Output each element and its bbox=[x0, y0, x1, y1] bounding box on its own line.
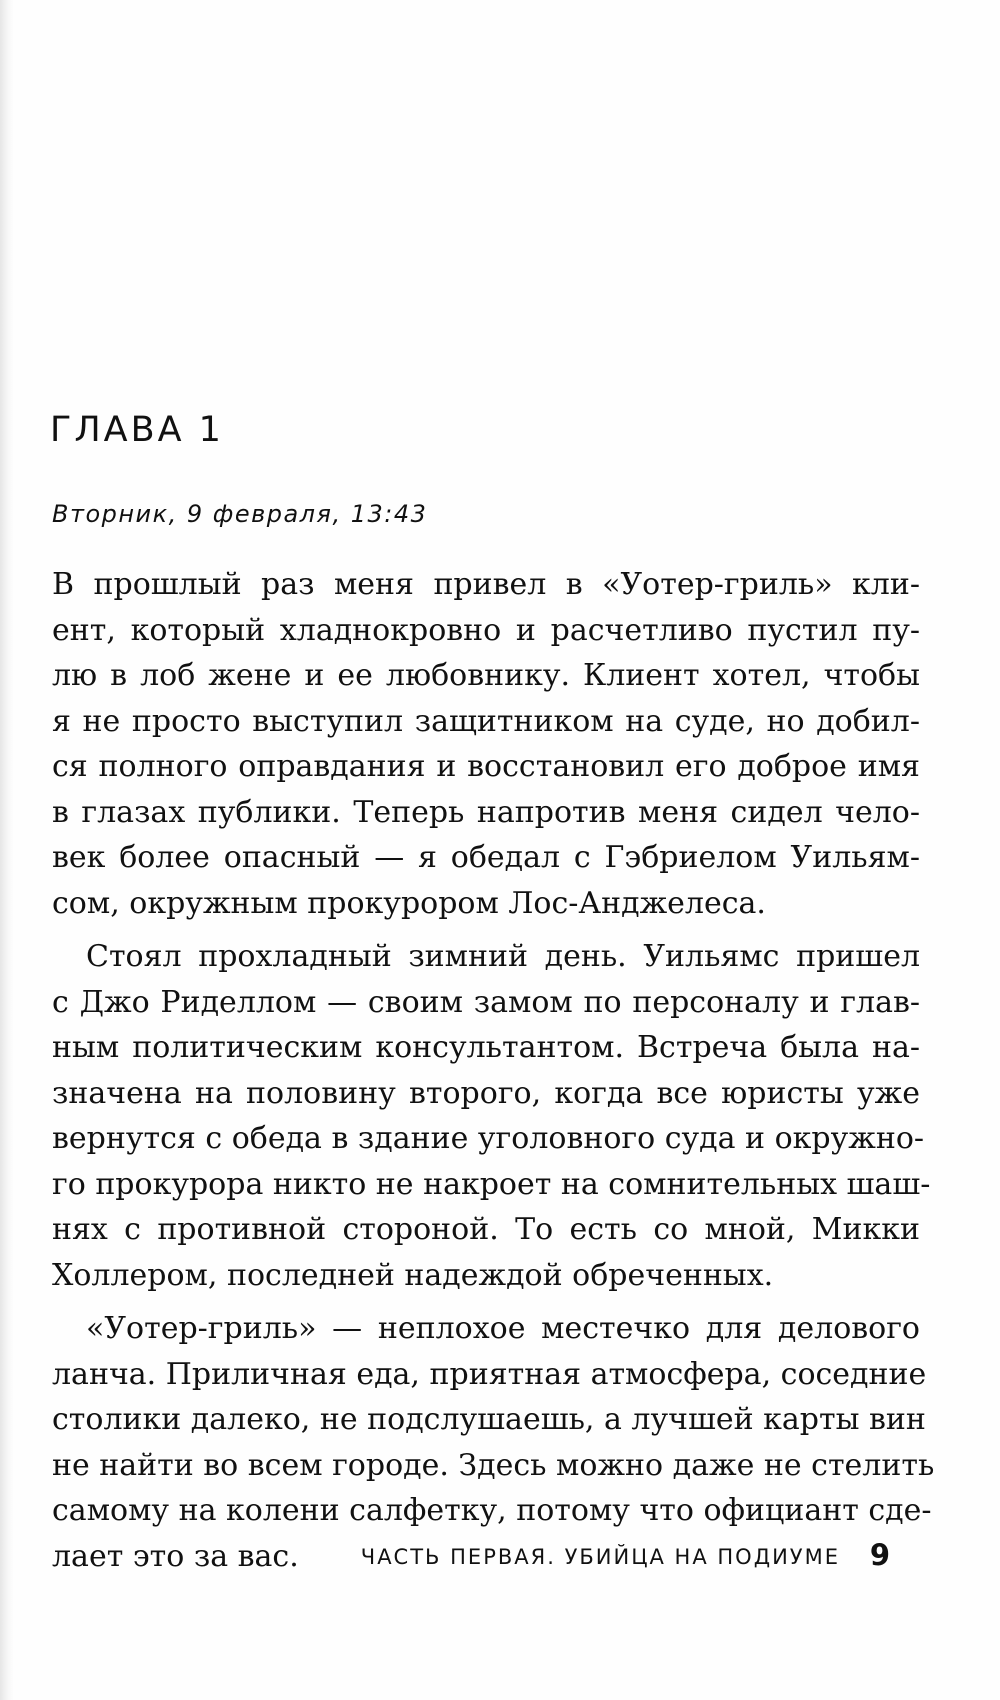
running-footer-title: ЧАСТЬ ПЕРВАЯ. УБИЙЦА НА ПОДИУМЕ bbox=[360, 1545, 840, 1569]
chapter-dateline: Вторник, 9 февраля, 13:43 bbox=[52, 500, 428, 528]
text-line: лю в лоб жене и ее любовнику. Клиент хотел, чтобы bbox=[52, 658, 920, 693]
text-line: ным политическим консультантом. Встреча была на- bbox=[52, 1030, 920, 1065]
text-line: значена на половину второго, когда все юристы уже bbox=[52, 1075, 920, 1111]
text-line: лает это за вас. bbox=[52, 1538, 299, 1574]
paragraph-1 bbox=[52, 562, 920, 926]
text-line: нях с противной стороной. То есть со мной, Микки bbox=[52, 1212, 920, 1247]
text-line: столики далеко, не подслушаешь, а лучшей карты вин bbox=[52, 1402, 926, 1437]
text-line: век более опасный — я обедал с Гэбриелом Уильям- bbox=[52, 840, 920, 875]
text-line: в глазах публики. Теперь напротив меня сидел чело- bbox=[52, 794, 920, 830]
text-line: ент, который хладнокровно и расчетливо пустил пу- bbox=[52, 612, 920, 648]
text-line: ланча. Приличная еда, приятная атмосфера, соседние bbox=[52, 1356, 927, 1392]
text-line: В прошлый раз меня привел в «Уотер-гриль» кли- bbox=[52, 567, 920, 602]
chapter-title: ГЛАВА 1 bbox=[50, 410, 224, 450]
paragraph-3 bbox=[52, 1306, 935, 1579]
page-number: 9 bbox=[869, 1538, 890, 1572]
text-line: го прокурора никто не накроет на сомнительных шаш- bbox=[52, 1166, 931, 1202]
paragraph-2 bbox=[52, 934, 931, 1298]
text-line: вернутся с обеда в здание уголовного суда и окружно- bbox=[52, 1121, 925, 1156]
text-line: я не просто выступил защитником на суде, но добил- bbox=[52, 703, 920, 739]
body-text bbox=[52, 562, 935, 1579]
text-line: не найти во всем городе. Здесь можно даже не стелить bbox=[52, 1447, 935, 1483]
text-line: с Джо Риделлом — своим замом по персоналу и глав- bbox=[52, 984, 920, 1020]
text-line: ся полного оправдания и восстановил его доброе имя bbox=[52, 749, 920, 784]
text-line: Холлером, последней надеждой обреченных. bbox=[52, 1257, 774, 1293]
text-line: самому на колени салфетку, потому что официант сде- bbox=[52, 1493, 932, 1528]
text-line: сом, окружным прокурором Лос-Анджелеса. bbox=[52, 885, 766, 921]
text-line: «Уотер-гриль» — неплохое местечко для делового bbox=[86, 1311, 920, 1346]
page-gutter-shadow bbox=[0, 0, 14, 1700]
text-line: Стоял прохладный зимний день. Уильямс пришел bbox=[86, 939, 920, 974]
